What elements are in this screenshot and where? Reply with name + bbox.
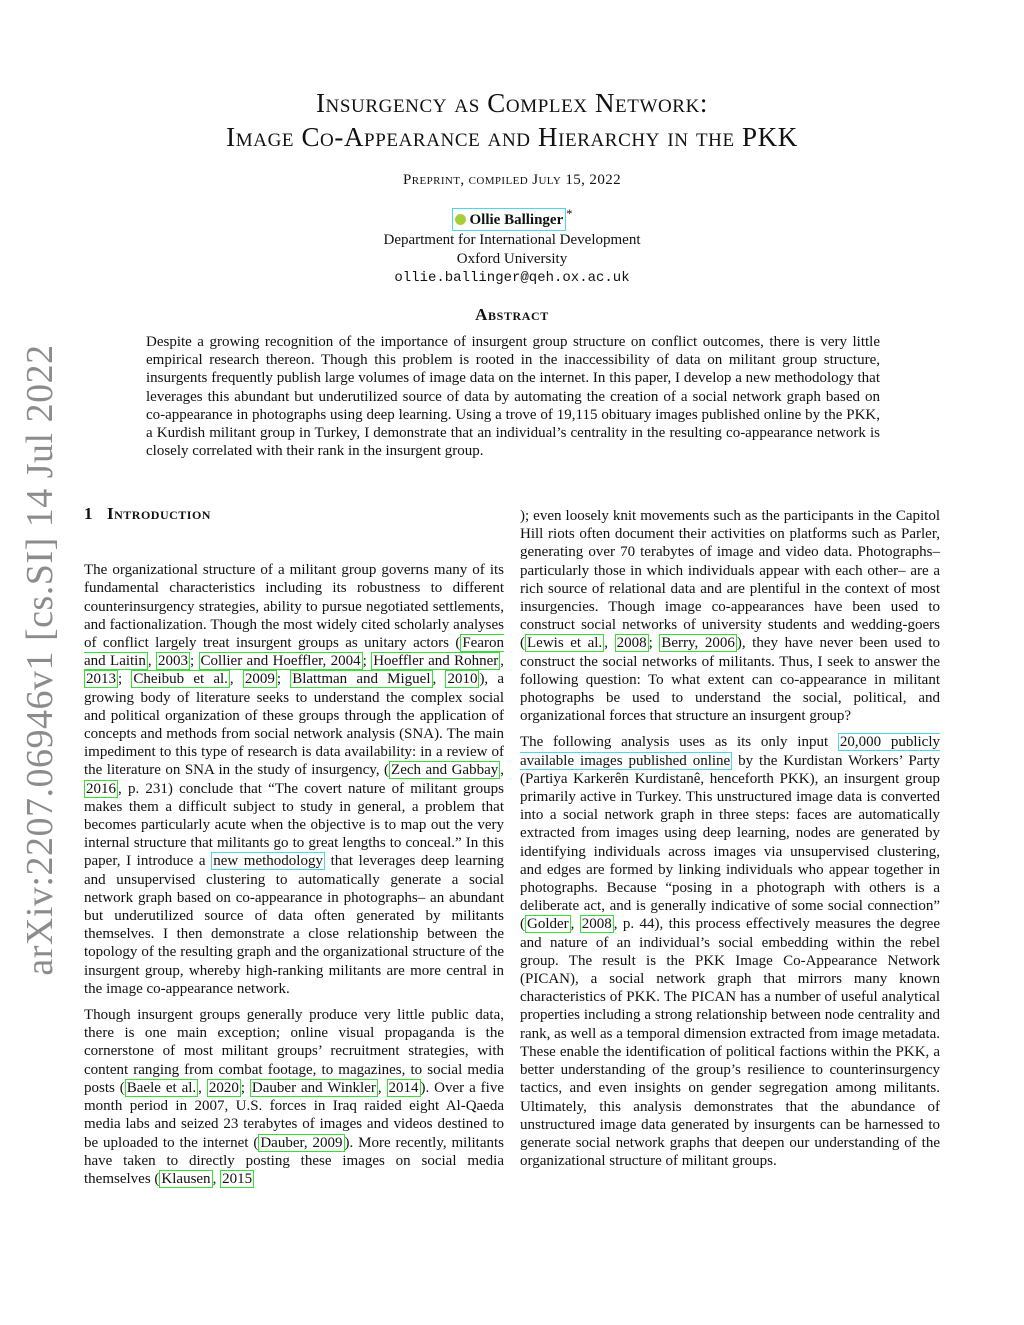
citation-link[interactable]: 2016 (86, 780, 116, 797)
author-block (84, 205, 940, 231)
text-run: , (377, 1079, 387, 1096)
left-column (84, 505, 504, 1196)
section-heading-introduction (84, 505, 504, 523)
text-run: , (147, 653, 156, 670)
section-number: 1 (84, 504, 93, 523)
text-run: ; (648, 635, 660, 652)
text-run: ); even loosely knit movements such as the participants in the Capitol Hill riots often document their activities on platforms such as Parler, generating over 70 terabytes of image and video data. Photographs– particularly those in which individuals appear with each other– are a rich source of relational data and are plentiful in the context of most insurgencies. Though image co-appearances have been used to construct social networks of university students and wedding-goers ( (520, 508, 940, 652)
text-run: , (500, 762, 504, 779)
citation-link[interactable]: Cheibub et al. (133, 671, 228, 688)
title-block (84, 86, 940, 288)
text-run: ; (189, 653, 199, 670)
citation-link[interactable]: 2020 (208, 1079, 239, 1096)
citation-link[interactable]: 2014 (388, 1079, 419, 1096)
text-run: , p. 44), this process effectively measures the degree and nature of an individual’s social embedding within the rebel group. The result is the PKK Image Co-Appearance Network (PICAN), a social network graph that mirrors many known characteristics of PKK. The PICAN has a number of useful analytical properties including a strong relationship between node centrality and rank, as well as a temporal dimension extracted from image metadata. These enable the identification of political factions within the PKK, a better understanding of the group’s resilience to counterinsurgency tactics, and even insights on gender segregation among militants. Ultimately, this analysis demonstrates that the abundance of unstructured image data generated by insurgents can be harnessed to generate social network graphs that deepen our understanding of the organizational structure of militant groups. (520, 916, 940, 1170)
text-run: ), a growing body of literature seeks to understand the complex social and political organization of these groups through the application of concepts and methods from social network analysis (SNA). The main impediment to this type of research is data availability: in a review of the literature on SNA in the study of insurgency, ( (84, 671, 505, 779)
text-run: The organizational structure of a militant group governs many of its fundamental characteristics including its robustness to different counterinsurgency strategies, ability to pursue negotiated settlements, and factionalization. Though the most widely cited scholarly analyses of conflict largely treat insurgent groups as unitary actors ( (84, 562, 504, 652)
text-run: , (198, 1079, 207, 1096)
citation-link[interactable]: 2013 (86, 671, 116, 688)
author-department: Department for International Development (383, 232, 641, 248)
citation-link[interactable]: Zech and Gabbay (391, 762, 499, 779)
citation-link[interactable]: Berry, 2006 (661, 635, 735, 652)
citation-link[interactable]: Baele et al. (126, 1079, 197, 1096)
text-run: Though insurgent groups generally produce very little public data, there is one main exception; online visual propaganda is the cornerstone of most militant groups’ recruitment strategies, with content ranging from combat footage, to magazines, to social media posts ( (84, 1007, 504, 1096)
author-link[interactable] (452, 208, 567, 231)
text-run: that leverages deep learning and unsupervised clustering to automatically generate a social network graph based on co-appearance in photographs– an abundant but underutilized source of data often generated by militants themselves. I then demonstrate a close relationship between the topology of the resulting graph and the organizational structure of the insurgent group, whereby high-ranking militants are more central in the image co-appearance network. (84, 853, 504, 997)
citation-link[interactable]: Hoeffler and Rohner (373, 653, 499, 670)
abstract-heading: Abstract (475, 305, 549, 324)
citation-link[interactable]: Dauber, 2009 (260, 1134, 343, 1151)
url-link[interactable]: new methodology (213, 853, 323, 870)
author-university: Oxford University (456, 251, 568, 267)
paper-title-line-1: Insurgency as Complex Network: (315, 88, 709, 118)
preprint-date: Preprint, compiled July 15, 2022 (402, 172, 622, 188)
citation-link[interactable]: 2008 (616, 635, 647, 652)
text-run: ), they have never been used to construct the social networks of militants. Thus, I seek to answer the following question: To what extent can co-appearance in militant photographs be used to understand the social, political, and organizational forces that structure an insurgent group? (520, 635, 941, 725)
text-run: ; (118, 671, 132, 688)
citation-link[interactable]: 2009 (244, 671, 275, 688)
citation-link[interactable]: 2008 (581, 916, 612, 933)
text-run: , (432, 671, 446, 688)
text-run: ; (240, 1079, 250, 1096)
text-run: ). More recently, militants have taken to directly posting these images on social media themselves ( (84, 1134, 504, 1187)
text-run: , (212, 1170, 221, 1187)
text-run: ). Over a five month period in 2007, U.S. forces in Iraq raided eight Al-Qaeda media labs and seized 23 terabytes of images and videos destined to be uploaded to the internet ( (84, 1079, 504, 1151)
intro-paragraph-3 (520, 733, 940, 1170)
section-title: Introduction (107, 504, 211, 523)
citation-link[interactable]: 2010 (447, 671, 478, 688)
abstract-text: Despite a growing recognition of the importance of insurgent group structure on conflict outcomes, there is very little empirical research thereon. Though this problem is rooted in the inaccessibility of data on militant group structure, insurgents frequently publish large volumes of image data on the internet. In this paper, I develop a new methodology that leverages this abundant but underutilized source of data by automating the creation of a social network graph based on co-appearance in photographs using deep learning. Using a trove of 19,115 obituary images published online by the PKK, a Kurdish militant group in Turkey, I demonstrate that an individual’s centrality in the resulting co-appearance network is closely correlated with their rank in the insurgent group. (146, 334, 880, 460)
citation-link[interactable]: Klausen (161, 1170, 211, 1187)
text-run: , (500, 653, 505, 670)
citation-link[interactable]: Golder (527, 916, 569, 933)
citation-link[interactable]: Lewis et al. (527, 635, 603, 652)
text-run: The following analysis uses as its only input (520, 734, 838, 751)
citation-link[interactable]: Collier and Hoeffler, 2004 (200, 653, 361, 670)
author-email[interactable]: ollie.ballinger@qeh.ox.ac.uk (394, 270, 630, 286)
author-name: Ollie Ballinger (469, 212, 564, 228)
arxiv-identifier: arXiv:2207.06946v1 [cs.SI] 14 Jul 2022 (19, 344, 61, 976)
citation-link[interactable]: Blattman and Miguel (292, 671, 431, 688)
url-link[interactable]: 20,000 publicly available images published online (520, 734, 940, 769)
citation-link[interactable]: 2003 (157, 653, 188, 670)
text-run: , (229, 671, 243, 688)
right-column (520, 507, 940, 1178)
intro-paragraph-2 (84, 1006, 504, 1188)
citation-link[interactable]: Fearon and Laitin (84, 635, 504, 670)
citation-link[interactable]: Dauber and Winkler (251, 1079, 376, 1096)
text-run: by the Kurdistan Workers’ Party (Partiya Karkerên Kurdistanê, henceforth PKK), an insurgent group primarily active in Turkey. This unstructured image data is converted into a social network graph in three steps: faces are automatically extracted from images using deep learning, nodes are generated by identifying individuals across images via unsupervised clustering, and edges are formed by linking individuals who appear together in photographs. Because “posing in a photograph with others is a deliberate act, and is generally indicative of some social connection” ( (520, 752, 940, 933)
author-footnote-marker: * (566, 207, 573, 221)
arxiv-sidebar (19, 344, 61, 976)
paper-title-line-2: Image Co-Appearance and Hierarchy in the PKK (226, 122, 798, 152)
text-run: , (570, 916, 580, 933)
text-run: ; (362, 653, 372, 670)
text-run: , p. 231) conclude that “The covert nature of militant groups makes them a difficult subject to study in general, a problem that becomes particularly acute when the objective is to map out the very internal structure that militants go to great lengths to conceal.” In this paper, I introduce a (84, 780, 504, 870)
intro-paragraph-2-continued (520, 507, 940, 725)
orcid-icon[interactable] (455, 214, 466, 225)
citation-link[interactable]: 2015 (222, 1170, 253, 1187)
text-run: ; (276, 671, 291, 688)
intro-paragraph-1 (84, 561, 504, 998)
text-run: , (604, 635, 615, 652)
